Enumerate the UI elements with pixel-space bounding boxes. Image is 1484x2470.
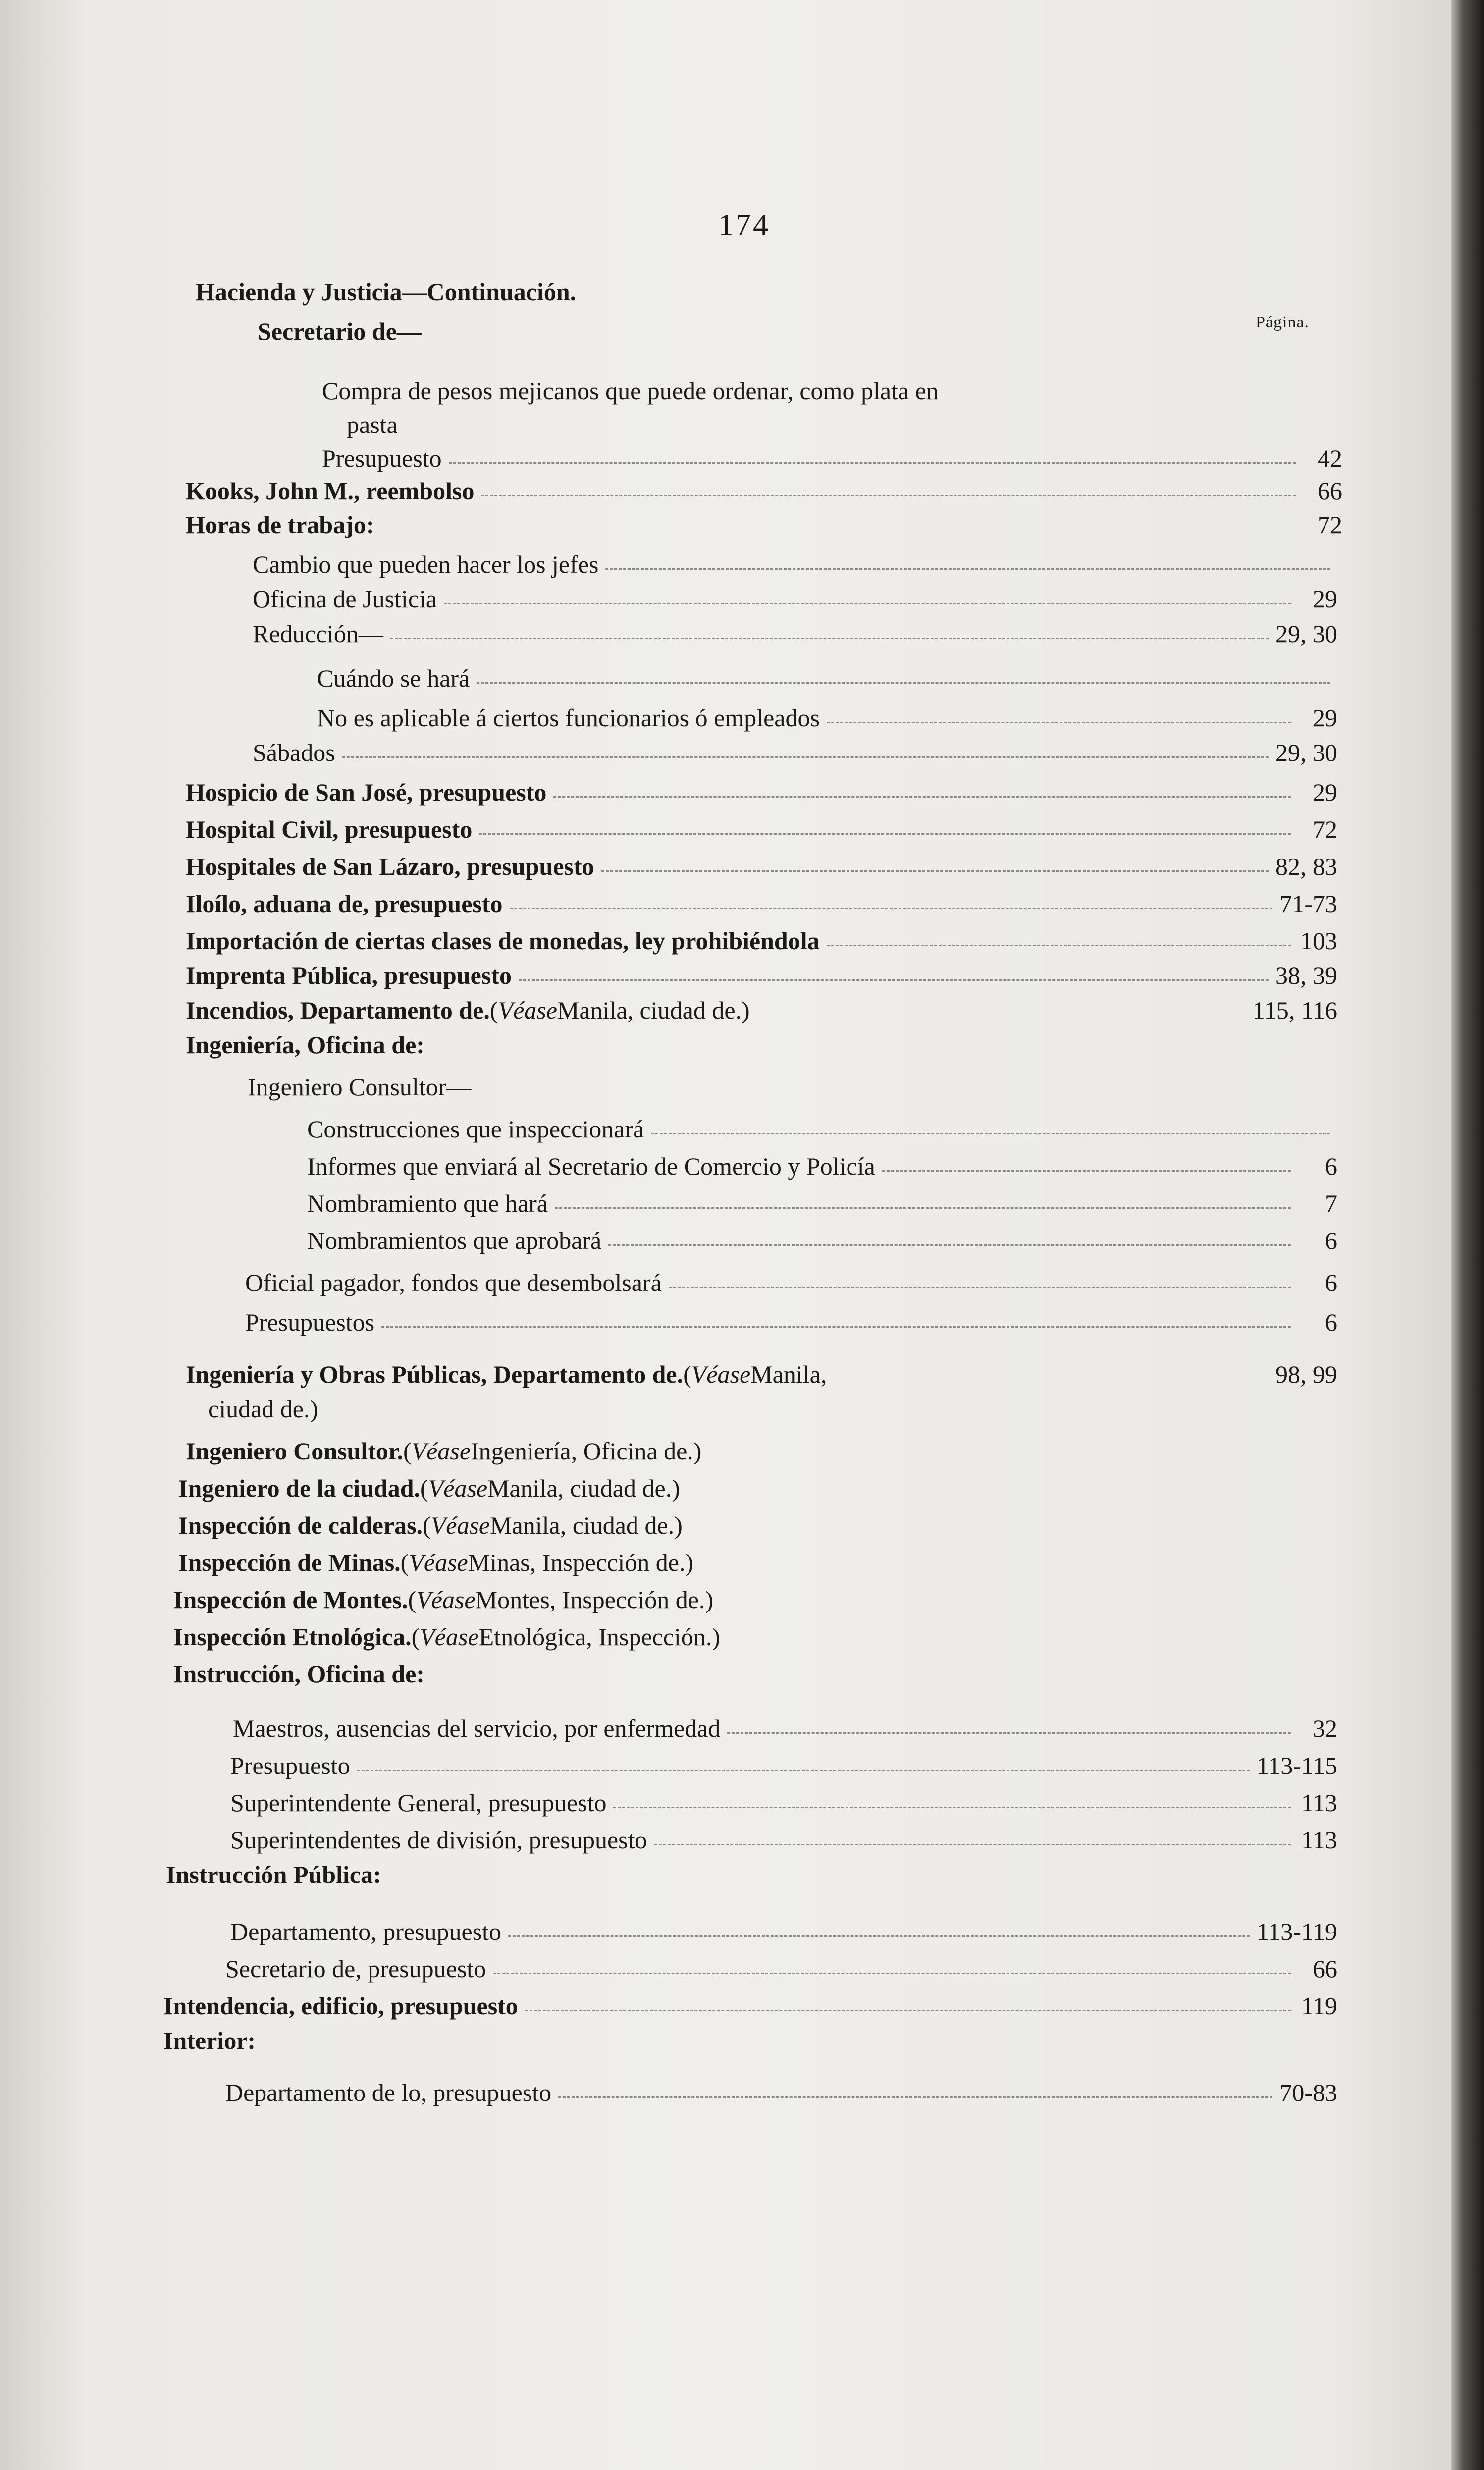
entry-text: Departamento de lo, presupuesto: [225, 2079, 552, 2106]
index-entry: [307, 1189, 1337, 1227]
entry-page-ref: 70-83: [1279, 2079, 1337, 2106]
entry-text: Ingeniero Consultor.: [186, 1437, 403, 1465]
entry-page-ref: 103: [1300, 927, 1337, 955]
entry-page-ref: 115, 116: [1252, 996, 1337, 1024]
entry-text: Horas de trabajo:: [186, 511, 374, 538]
leader-dots: [601, 870, 1269, 872]
index-entry: [186, 510, 1342, 548]
entry-page-ref: 98, 99: [1275, 1360, 1337, 1388]
index-entry: [186, 926, 1337, 964]
leader-dots: [449, 462, 1296, 464]
entry-text: No es aplicable á ciertos funcionarios ó empleados: [317, 704, 820, 732]
ref-open-paren: (: [683, 1360, 691, 1388]
index-entry: [248, 1073, 991, 1110]
index-entry: [307, 1152, 1337, 1189]
entry-text: Ingeniería y Obras Públicas, Departamento de.: [186, 1360, 684, 1388]
entry-text: Ingeniero Consultor—: [248, 1073, 472, 1101]
entry-page-ref: 6: [1325, 1227, 1337, 1254]
index-entry: [173, 1660, 743, 1697]
see-also-label: Véase: [430, 1511, 490, 1539]
entry-page-ref: 113-115: [1257, 1752, 1337, 1779]
leader-dots: [479, 833, 1291, 835]
leader-dots: [553, 796, 1291, 798]
ref-open-paren: (: [400, 1549, 409, 1576]
leader-dots: [608, 1244, 1291, 1246]
entry-text: Imprenta Pública, presupuesto: [186, 962, 512, 989]
index-entry: [178, 1474, 1139, 1511]
index-entry: [253, 619, 1337, 657]
index-entry: [163, 2026, 743, 2064]
entry-text: Nombramiento que hará: [307, 1189, 548, 1217]
entry-text: Inspección de calderas.: [178, 1511, 423, 1539]
ref-open-paren: (: [423, 1511, 431, 1539]
entry-page-ref: 6: [1325, 1269, 1337, 1296]
see-also-reference: Manila,: [750, 1360, 827, 1388]
entry-page-ref: 72: [1318, 511, 1342, 538]
index-entry: [186, 889, 1337, 927]
leader-dots: [493, 1973, 1291, 1974]
entry-text: Instrucción, Oficina de:: [173, 1660, 424, 1688]
leader-dots: [525, 2010, 1291, 2011]
index-entry: [307, 1226, 1337, 1264]
index-entry: [245, 1308, 1337, 1345]
ref-open-paren: (: [489, 996, 498, 1024]
index-entry: [253, 585, 1337, 622]
ref-open-paren: (: [420, 1474, 428, 1502]
index-entry: [186, 961, 1337, 999]
see-also-reference: Ingeniería, Oficina de.: [471, 1437, 693, 1465]
ref-close-paren: ): [712, 1623, 720, 1651]
entry-page-ref: 29: [1313, 704, 1337, 732]
see-also-label: Véase: [420, 1623, 479, 1651]
entry-page-ref: 113: [1301, 1789, 1337, 1817]
see-also-label: Véase: [428, 1474, 488, 1502]
index-entry: [173, 1622, 1139, 1660]
entry-page-ref: 29: [1313, 778, 1337, 806]
index-entry: [253, 738, 1337, 776]
index-entry: [307, 1115, 1337, 1152]
entry-text: Presupuesto: [322, 444, 442, 472]
entry-text: ciudad de.): [208, 1395, 318, 1423]
entry-text: Cambio que pueden hacer los jefes: [253, 550, 599, 578]
entry-text: Maestros, ausencias del servicio, por enfermedad: [233, 1715, 721, 1742]
index-entry: [230, 1751, 1337, 1789]
entry-text: Hospitales de San Lázaro, presupuesto: [186, 853, 594, 880]
entry-text: Ingeniería, Oficina de:: [186, 1031, 424, 1059]
entry-text: Hospital Civil, presupuesto: [186, 815, 473, 843]
leader-dots: [651, 1133, 1330, 1134]
index-entry: [233, 1714, 1337, 1752]
entry-page-ref: 42: [1318, 444, 1342, 472]
entry-text: Intendencia, edificio, presupuesto: [163, 1992, 518, 2020]
index-entry: [225, 2078, 1337, 2116]
index-entry: [230, 1826, 1337, 1863]
see-also-label: Véase: [411, 1437, 471, 1465]
index-entry: [186, 1360, 1337, 1397]
see-also-reference: Montes, Inspección de.: [475, 1586, 705, 1613]
see-also-label: Véase: [498, 996, 557, 1024]
leader-dots: [605, 568, 1330, 570]
entry-text: Hacienda y Justicia—Continuación.: [196, 278, 577, 306]
ref-close-paren: ): [705, 1586, 714, 1613]
index-entry: [347, 410, 1258, 448]
entry-text: Inspección de Minas.: [178, 1549, 401, 1576]
ref-close-paren: ): [685, 1549, 694, 1576]
leader-dots: [481, 495, 1296, 496]
entry-page-ref: 29, 30: [1275, 620, 1337, 647]
entry-page-ref: 6: [1325, 1152, 1337, 1180]
entry-page-ref: 66: [1318, 477, 1342, 505]
entry-text: Superintendentes de división, presupuesto: [230, 1826, 647, 1854]
entry-text: pasta: [347, 411, 398, 438]
entry-text: Inspección Etnológica.: [173, 1623, 412, 1651]
entry-text: Presupuestos: [245, 1308, 375, 1336]
index-entry: [322, 376, 1258, 414]
see-also-reference: Manila, ciudad de.: [490, 1511, 675, 1539]
entry-text: Interior:: [163, 2027, 256, 2054]
ref-close-paren: ): [674, 1511, 683, 1539]
leader-dots: [827, 945, 1291, 946]
entry-page-ref: 7: [1325, 1189, 1337, 1217]
index-entry: [225, 1954, 1337, 1992]
leader-dots: [555, 1207, 1291, 1209]
entry-page-ref: 66: [1313, 1955, 1337, 1983]
ref-open-paren: (: [411, 1623, 420, 1651]
entry-text: Kooks, John M., reembolso: [186, 477, 475, 505]
index-entry: [196, 277, 941, 315]
see-also-reference: Manila, ciudad de.: [487, 1474, 672, 1502]
leader-dots: [444, 603, 1291, 604]
leader-dots: [654, 1844, 1291, 1845]
leader-dots: [827, 722, 1291, 723]
leader-dots: [357, 1770, 1250, 1771]
entry-page-ref: 38, 39: [1275, 962, 1337, 989]
leader-dots: [477, 682, 1330, 684]
see-also-label: Véase: [409, 1549, 468, 1576]
leader-dots: [508, 1935, 1250, 1937]
leader-dots: [558, 2096, 1272, 2098]
index-entry: [230, 1788, 1337, 1826]
see-also-reference: Minas, Inspección de.: [468, 1549, 686, 1576]
entry-page-ref: 29: [1313, 585, 1337, 613]
index-entry: [322, 444, 1342, 482]
entry-text: Iloílo, aduana de, presupuesto: [186, 890, 503, 917]
entry-page-ref: 6: [1325, 1308, 1337, 1336]
index-entry: [186, 1030, 991, 1068]
index-entry: [186, 477, 1342, 514]
entry-text: Oficina de Justicia: [253, 585, 437, 613]
entry-text: Reducción—: [253, 620, 383, 647]
ref-close-paren: ): [742, 996, 750, 1024]
ref-open-paren: (: [408, 1586, 417, 1613]
index-entry: [253, 550, 1337, 588]
entry-text: Hospicio de San José, presupuesto: [186, 778, 547, 806]
leader-dots: [510, 908, 1273, 909]
leader-dots: [727, 1732, 1291, 1734]
index-entry: [163, 1991, 1337, 2029]
entry-text: Compra de pesos mejicanos que puede ordenar, como plata en: [322, 377, 939, 405]
entry-text: Construcciones que inspeccionará: [307, 1115, 644, 1143]
index-entry: [208, 1395, 743, 1432]
leader-dots: [519, 979, 1269, 981]
page-column-label: Página.: [1256, 313, 1310, 331]
book-edge: [1451, 0, 1484, 2470]
entry-text: Instrucción Pública:: [166, 1861, 381, 1888]
ref-close-paren: ): [693, 1437, 702, 1465]
entry-text: Inspección de Montes.: [173, 1586, 408, 1613]
ref-close-paren: ): [672, 1474, 680, 1502]
leader-dots: [342, 756, 1269, 758]
entry-text: Presupuesto: [230, 1752, 350, 1779]
entry-page-ref: 113: [1301, 1826, 1337, 1854]
entry-text: Nombramientos que aprobará: [307, 1227, 602, 1254]
entry-text: Secretario de—: [258, 318, 422, 345]
index-entry: [186, 778, 1337, 815]
index-entry: [230, 1917, 1337, 1955]
index-entry: [245, 1268, 1337, 1306]
index-entry: [186, 1437, 1139, 1474]
entry-text: Superintendente General, presupuesto: [230, 1789, 607, 1817]
entry-text: Departamento, presupuesto: [230, 1918, 502, 1945]
index-entry: [186, 815, 1337, 853]
leader-dots: [613, 1807, 1291, 1808]
entry-text: Cuándo se hará: [317, 664, 470, 692]
entry-text: Secretario de, presupuesto: [225, 1955, 486, 1983]
entry-text: Sábados: [253, 739, 335, 766]
leader-dots: [390, 638, 1269, 639]
index-entry: [258, 317, 743, 355]
index-entry: [317, 664, 1337, 701]
entry-page-ref: 72: [1313, 815, 1337, 843]
index-entry: [186, 996, 1337, 1033]
see-also-reference: Etnológica, Inspección.: [478, 1623, 712, 1651]
see-also-label: Véase: [416, 1586, 476, 1613]
entry-page-ref: 29, 30: [1275, 739, 1337, 766]
see-also-label: Véase: [691, 1360, 751, 1388]
index-entry: [173, 1585, 1139, 1623]
index-entry: [166, 1860, 743, 1898]
leader-dots: [669, 1287, 1291, 1288]
index-entry: [178, 1548, 1139, 1586]
page-number: 174: [718, 209, 770, 242]
entry-text: Informes que enviará al Secretario de Comercio y Policía: [307, 1152, 875, 1180]
entry-page-ref: 82, 83: [1275, 853, 1337, 880]
index-entry: [186, 852, 1337, 890]
entry-text: Incendios, Departamento de.: [186, 996, 490, 1024]
entry-text: Oficial pagador, fondos que desembolsará: [245, 1269, 662, 1296]
entry-page-ref: 119: [1301, 1992, 1337, 2020]
entry-page-ref: 71-73: [1279, 890, 1337, 917]
entry-text: Importación de ciertas clases de monedas, ley prohibiéndola: [186, 927, 820, 955]
see-also-reference: Manila, ciudad de.: [557, 996, 742, 1024]
leader-dots: [381, 1326, 1291, 1328]
entry-page-ref: 113-119: [1257, 1918, 1337, 1945]
index-entry: [178, 1511, 1139, 1549]
ref-open-paren: (: [403, 1437, 412, 1465]
index-entry: [317, 703, 1337, 741]
leader-dots: [882, 1170, 1291, 1172]
entry-page-ref: 32: [1313, 1715, 1337, 1742]
entry-text: Ingeniero de la ciudad.: [178, 1474, 421, 1502]
